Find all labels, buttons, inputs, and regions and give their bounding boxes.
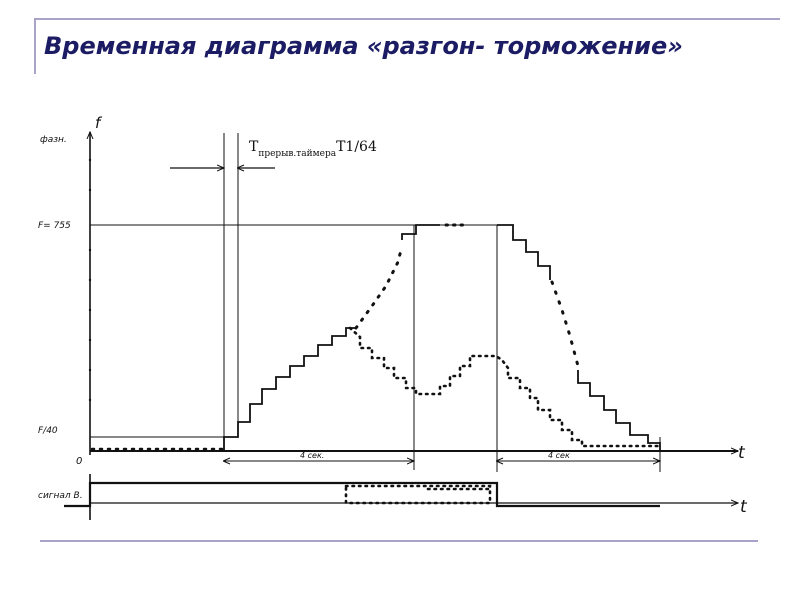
- origin-label: 0: [76, 456, 83, 467]
- fmax-label: F= 755: [38, 221, 71, 231]
- decel-interval-label: 4 сек: [548, 451, 570, 460]
- speed-profile-dotted-decel: [552, 282, 578, 366]
- signal-t-label: t: [740, 497, 747, 517]
- t-axis-label: t: [738, 443, 745, 463]
- signal-label: сигнал В.: [38, 491, 83, 501]
- alt-profile-dotted: [350, 328, 660, 446]
- timer-label: $T_{прерыв.таймера}T1/64$: [249, 139, 377, 159]
- f-axis-label: f: [95, 114, 101, 132]
- bottom-divider: [40, 540, 758, 542]
- f-axis-caption: фазн.: [40, 135, 67, 145]
- speed-profile-dotted-accel: [356, 246, 402, 328]
- fmin-label: F/40: [38, 426, 58, 436]
- timer-label-value: T1/64: [336, 139, 377, 155]
- speed-profile-staircase: [224, 225, 660, 451]
- accel-interval-label: 4 сек.: [300, 451, 325, 460]
- timer-label-sub: прерыв.таймера: [258, 149, 337, 159]
- slide-title: Временная диаграмма «разгон- торможение»: [44, 32, 683, 60]
